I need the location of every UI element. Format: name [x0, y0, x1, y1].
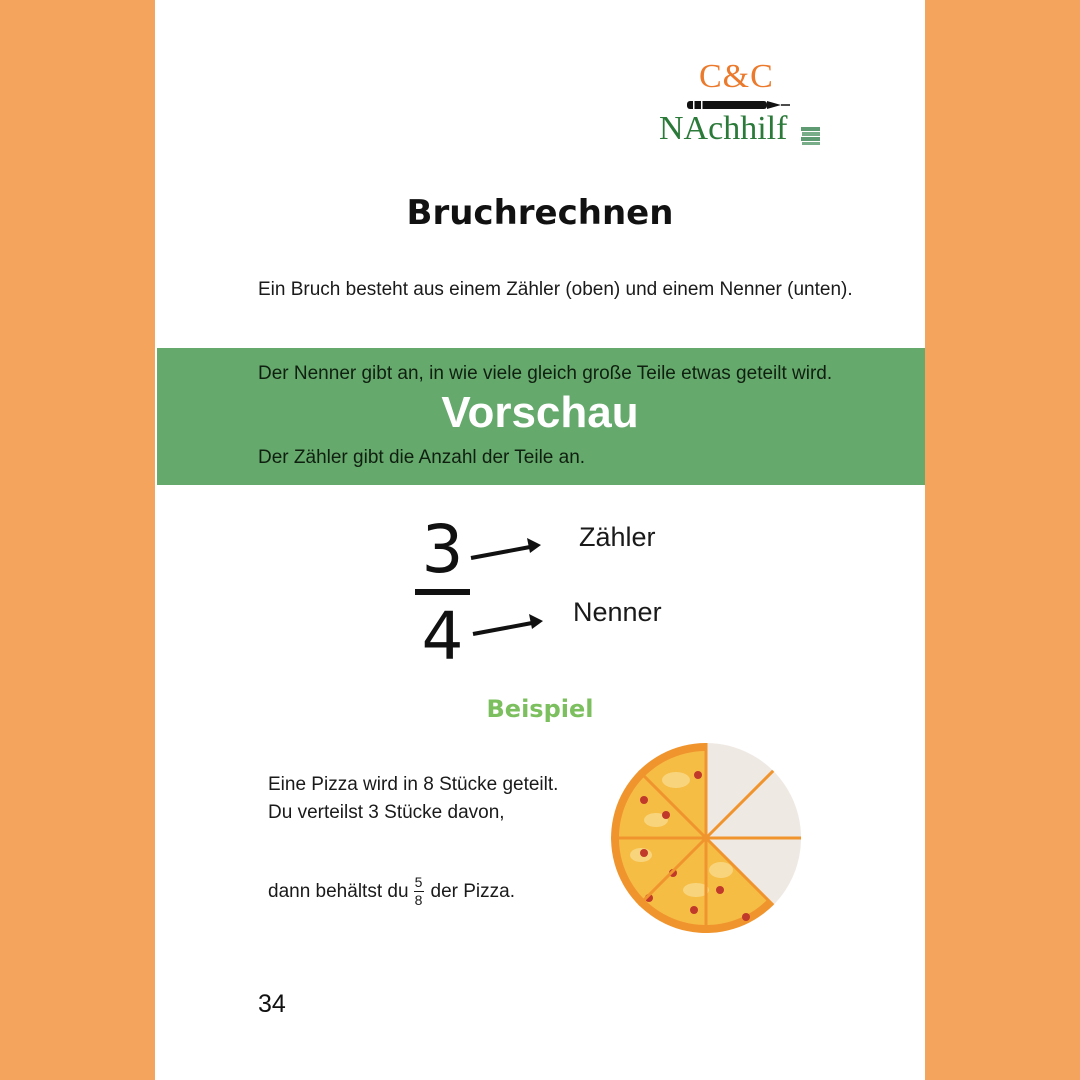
example-heading: Beispiel	[486, 695, 594, 723]
example-text: Eine Pizza wird in 8 Stücke geteilt. Du verteilst 3 Stücke davon,	[268, 774, 559, 823]
result-denominator: 8	[414, 892, 423, 908]
numerator-definition: Der Zähler gibt die Anzahl der Teile an.	[258, 447, 586, 468]
numerator-label: Zähler	[579, 522, 656, 552]
preview-watermark: Vorschau	[441, 388, 639, 437]
books-icon	[801, 126, 821, 146]
result-prefix: dann behältst du	[268, 880, 409, 902]
fraction-diagram	[405, 505, 485, 675]
denominator-label: Nenner	[573, 597, 662, 627]
result-suffix: der Pizza.	[430, 880, 515, 902]
pizza-illustration	[606, 740, 806, 940]
fraction-denominator: 4	[421, 598, 464, 675]
pencil-icon	[687, 100, 791, 110]
result-numerator: 5	[414, 874, 423, 890]
fraction-bar	[415, 589, 470, 595]
page-title: Bruchrechnen	[406, 193, 674, 233]
logo-top-text: C&C	[699, 58, 774, 95]
page-number: 34	[258, 990, 286, 1018]
brand-logo	[655, 58, 825, 153]
logo-brand-text: NAchhilf	[659, 110, 788, 147]
result-fraction	[414, 875, 424, 908]
fraction-numerator: 3	[421, 511, 464, 588]
slice-lines	[611, 743, 801, 933]
worksheet-page	[155, 0, 925, 1080]
denominator-definition: Der Nenner gibt an, in wie viele gleich große Teile etwas geteilt wird.	[258, 363, 833, 384]
intro-paragraph: Ein Bruch besteht aus einem Zähler (oben) und einem Nenner (unten).	[258, 279, 853, 300]
example-result	[268, 875, 515, 908]
